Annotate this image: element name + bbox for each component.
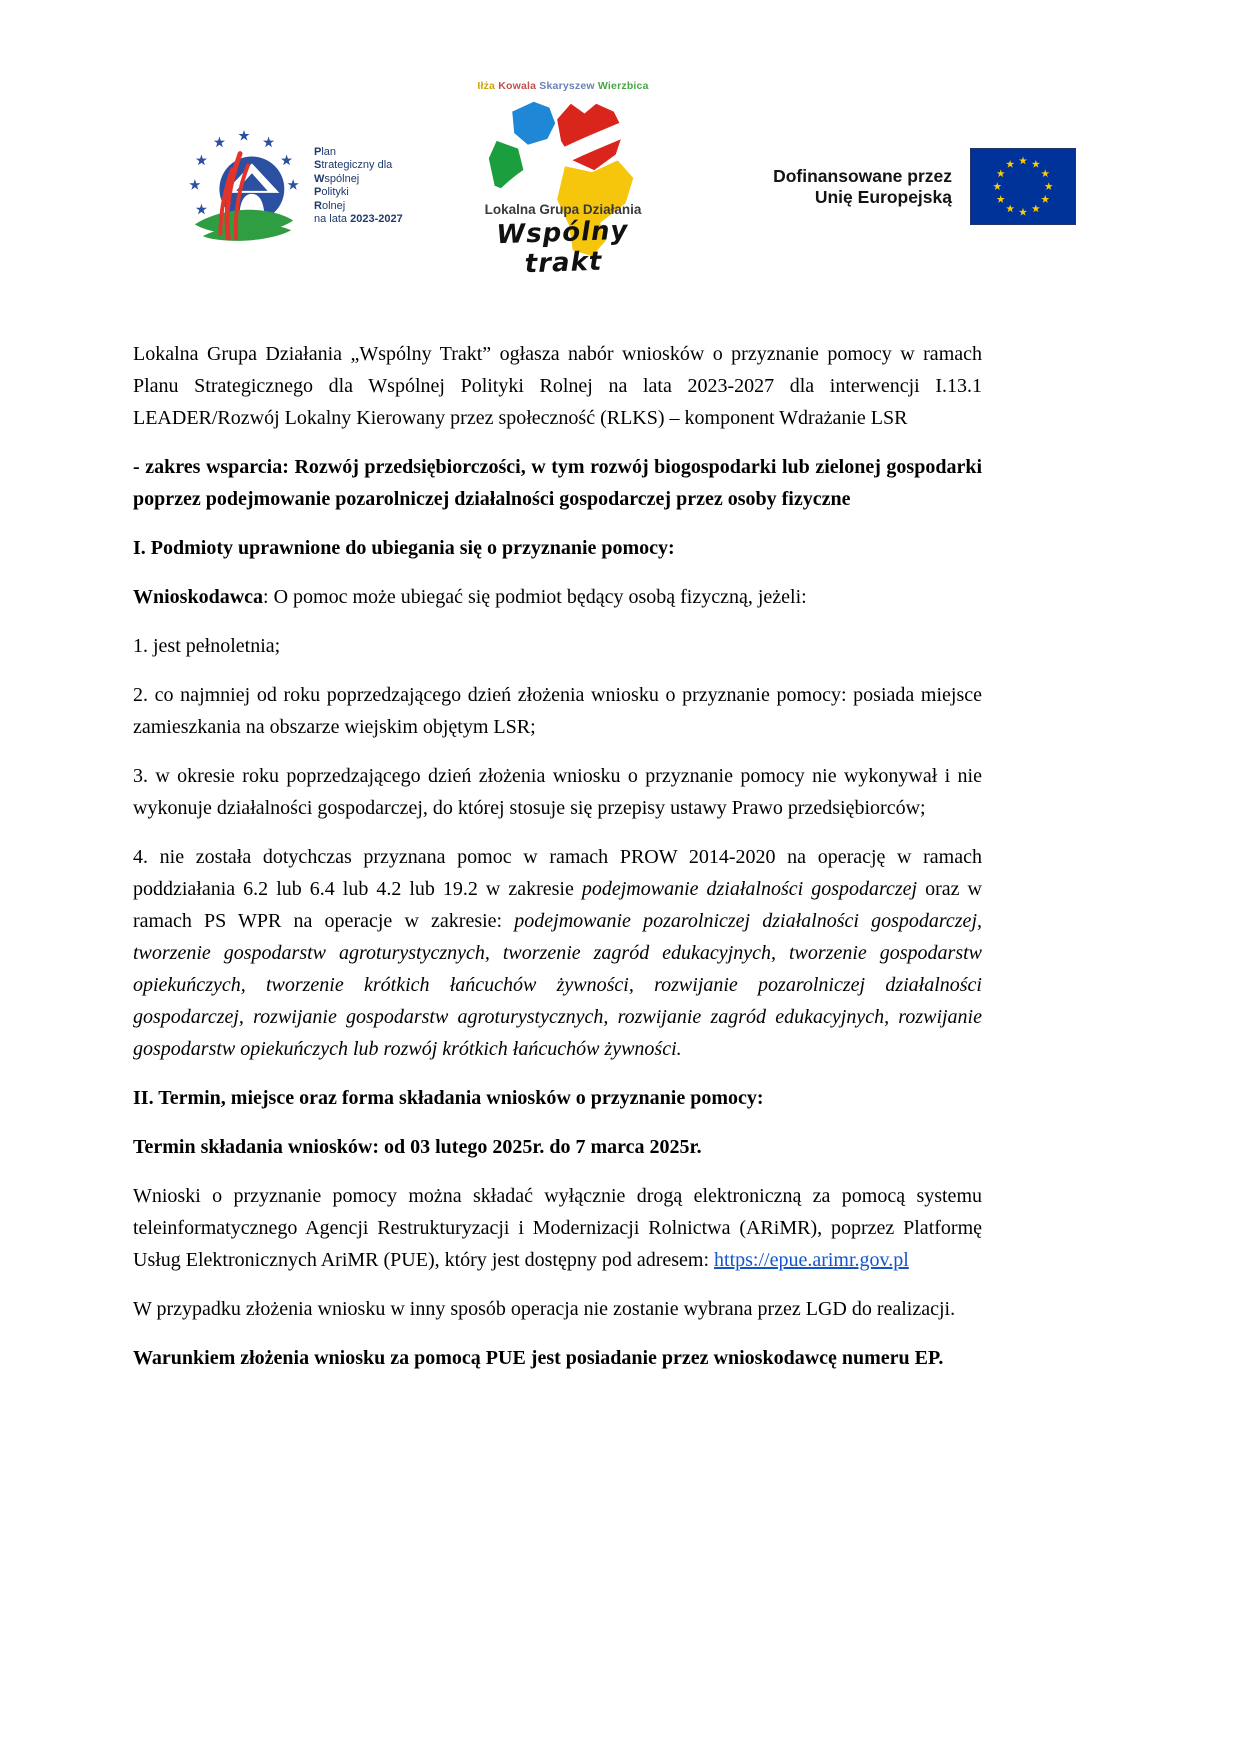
text-segment: Kowala: [498, 80, 540, 92]
text-segment: W: [314, 172, 325, 185]
text-segment: podejmowanie pozarolniczej działalności gospodarczej, tworzenie gospodarstw agroturystycznych, tworzenie zagród edukacyjnych, tworzenie gospodarstw opiekuńczych, tworzenie krótkich łańcuchów żywności, rozwijanie pozarolniczej działalności gospodarczej, rozwijanie gospodarstw agroturystycznych, rozwijanie zagród edukacyjnych, rozwijanie gospodarstw opiekuńczych lub rozwój krótkich łańcuchów żywności.: [133, 910, 982, 1060]
lgd-org-name: Wspólny trakt: [495, 215, 629, 280]
ps-wpr-logo: [183, 128, 403, 244]
text-segment: 1. jest pełnoletnia;: [133, 635, 281, 657]
logo-text-line: [314, 159, 403, 173]
submission-paragraph: [133, 1180, 982, 1276]
text-segment: S: [314, 159, 322, 171]
lgd-org-label: Lokalna Grupa Działania: [484, 202, 642, 217]
text-segment: W przypadku złożenia wniosku w inny sposób operacja nie zostanie wybrana przez LGD do realizacji.: [133, 1298, 956, 1320]
text-segment: olityki: [321, 186, 349, 198]
text-segment: - zakres wsparcia: Rozwój przedsiębiorczości, w tym rozwój biogospodarki lub zielonej gospodarki poprzez podejmowanie pozarolniczej działalności gospodarczej przez osoby fizyczne: [133, 456, 982, 510]
logo-text-line: [314, 146, 403, 160]
lgd-municipalities: [458, 80, 668, 92]
text-segment: : O pomoc może ubiegać się podmiot będący osobą fizyczną, jeżeli:: [263, 586, 807, 608]
text-segment: podejmowanie działalności gospodarczej: [581, 878, 918, 900]
text-segment: 2023-2027: [350, 213, 403, 225]
section-heading-1: [133, 532, 982, 564]
text-segment: Wierzbica: [597, 80, 649, 92]
lgd-labels: [458, 202, 668, 278]
text-segment: 3. w okresie roku poprzedzającego dzień złożenia wniosku o przyznanie pomocy nie wykonywał i nie wykonuje działalności gospodarczej, do której stosuje się przepisy ustawy Prawo przedsiębiorców;: [133, 765, 982, 819]
logo-text-line: [314, 213, 403, 227]
text-segment: Warunkiem złożenia wniosku za pomocą PUE jest posiadanie przez wnioskodawcę numeru EP.: [133, 1347, 944, 1369]
text-segment: II. Termin, miejsce oraz forma składania wniosków o przyznanie pomocy:: [133, 1087, 764, 1109]
text-segment: na lata: [314, 213, 351, 225]
pue-condition-paragraph: [133, 1342, 982, 1374]
eu-funding-text: [773, 166, 952, 208]
epue-link[interactable]: https://epue.arimr.gov.pl: [714, 1249, 909, 1271]
eu-funding-line2: Unię Europejską: [814, 186, 952, 207]
text-segment: I. Podmioty uprawnione do ubiegania się o przyznanie pomocy:: [133, 537, 675, 559]
text-segment: P: [314, 145, 322, 158]
logo-text-line: [314, 173, 403, 187]
deadline-paragraph: [133, 1131, 982, 1163]
document-body: [133, 338, 982, 1374]
intro-paragraph: [133, 338, 982, 434]
ps-wpr-emblem-icon: [183, 128, 305, 244]
text-segment: Skaryszew: [539, 80, 598, 92]
eu-funding-block: [773, 148, 1076, 225]
text-segment: 2. co najmniej od roku poprzedzającego dzień złożenia wniosku o przyznanie pomocy: posiada miejsce zamieszkania na obszarze wiejskim objętym LSR;: [133, 684, 982, 738]
list-item-1: [133, 630, 982, 662]
text-segment: R: [314, 199, 322, 212]
page-header: [0, 0, 1241, 338]
logo-text-line: [314, 186, 403, 200]
text-segment: oraz w ramach PS WPR na operacje w zakresie:: [133, 878, 982, 932]
text-segment: Wnioski o przyznanie pomocy można składać wyłącznie drogą elektroniczną za pomocą systemu teleinformatycznego Agencji Restrukturyzacji i Modernizacji Rolnictwa (ARiMR), poprzez Platformę Usług Elektronicznych AriMR (PUE), który jest dostępny pod adresem:: [133, 1185, 982, 1271]
other-way-paragraph: [133, 1293, 982, 1325]
lgd-logo: [458, 80, 668, 278]
list-item-4: [133, 841, 982, 1065]
ps-wpr-logo-text: [314, 146, 403, 227]
scope-paragraph: [133, 451, 982, 515]
list-item-2: [133, 679, 982, 743]
text-segment: olnej: [321, 199, 346, 212]
text-segment: 4. nie została dotychczas przyznana pomoc w ramach PROW 2014-2020 na operację w ramach poddziałania 6.2 lub 6.4 lub 4.2 lub 19.2 w zakresie: [133, 846, 982, 900]
text-segment: Termin składania wniosków: od 03 lutego 2025r. do 7 marca 2025r.: [133, 1136, 702, 1158]
wnioskodawca-paragraph: [133, 581, 982, 613]
eu-funding-line1: Dofinansowane przez: [773, 165, 952, 186]
text-segment: spólnej: [324, 172, 360, 185]
eu-flag-icon: [970, 148, 1076, 225]
text-segment: Lokalna Grupa Działania „Wspólny Trakt” ogłasza nabór wniosków o przyznanie pomocy w ramach Planu Strategicznego dla Wspólnej Polityki Rolnej na lata 2023-2027 dla interwencji I.13.1 LEADER/Rozwój Lokalny Kierowany przez społeczność (RLKS) – komponent Wdrażanie LSR: [133, 343, 982, 429]
text-segment: P: [314, 186, 322, 198]
list-item-3: [133, 760, 982, 824]
text-segment: Iłża: [477, 80, 499, 92]
text-segment: lan: [321, 145, 337, 158]
section-heading-2: [133, 1082, 982, 1114]
text-segment: trategiczny dla: [321, 159, 393, 171]
logo-text-line: [314, 200, 403, 214]
text-segment: Wnioskodawca: [133, 586, 264, 608]
